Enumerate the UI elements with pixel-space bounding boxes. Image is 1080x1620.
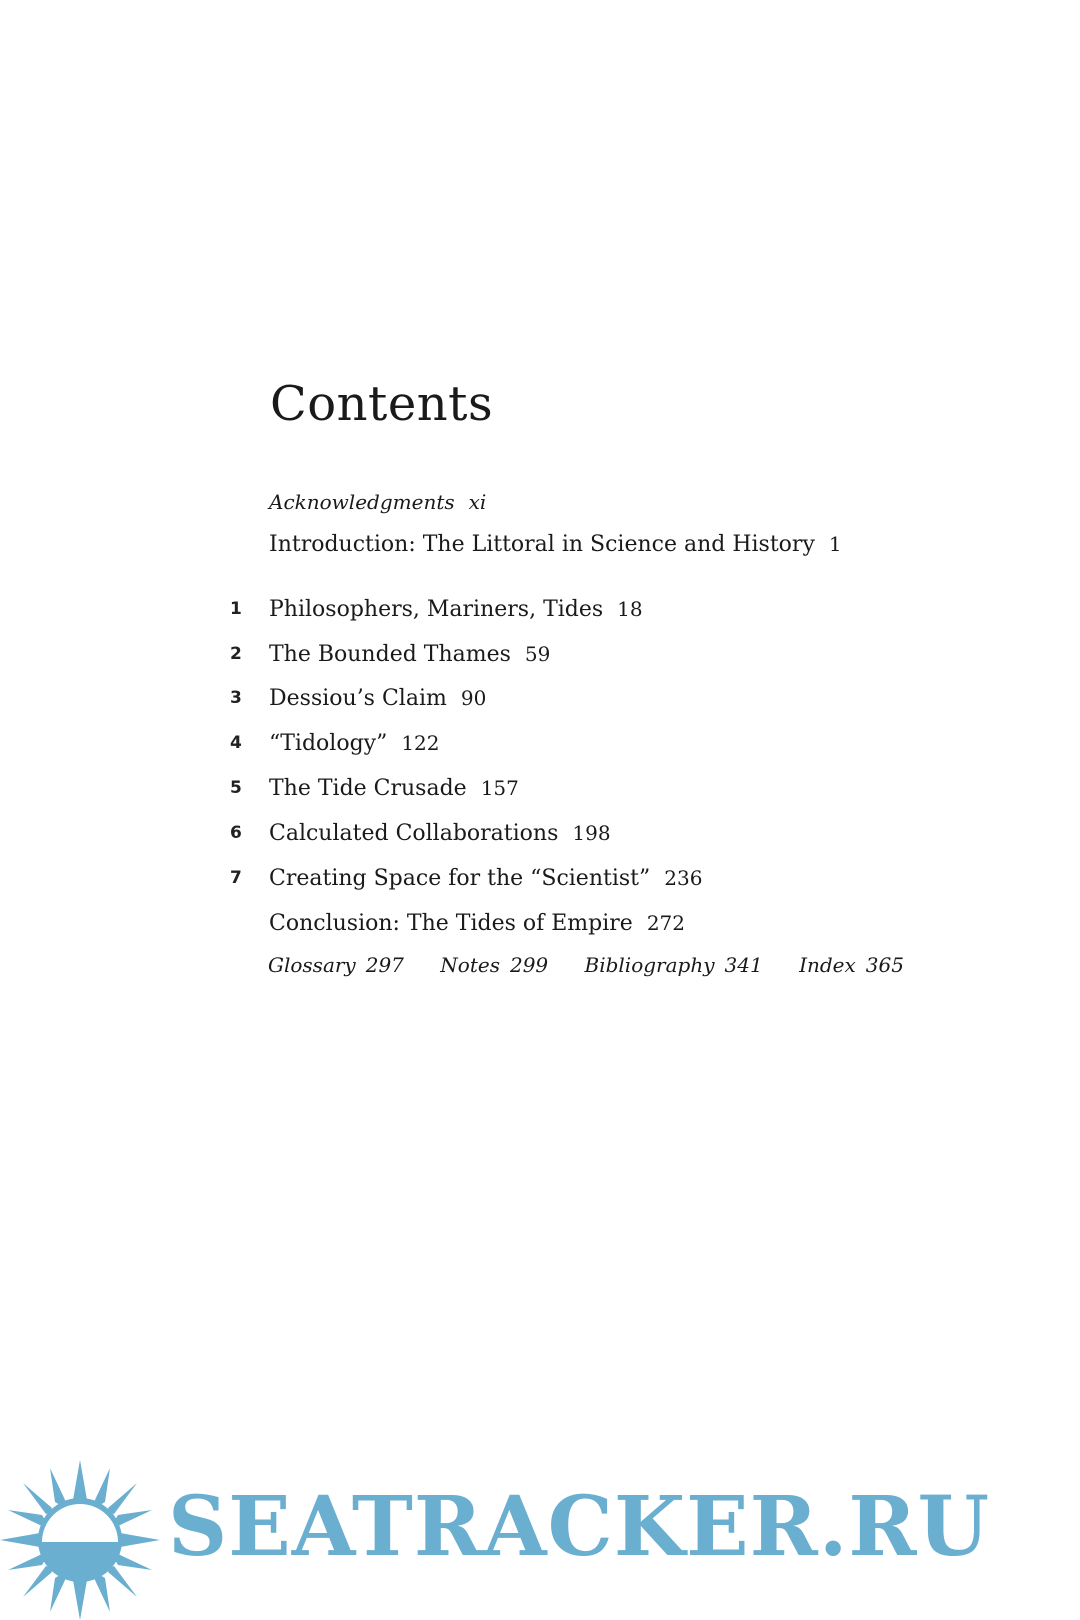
- toc-entry-chapter-2: [269, 644, 550, 666]
- toc-entry-label: The Bounded Thames: [269, 642, 511, 667]
- toc-entry-label: Creating Space for the “Scientist”: [269, 866, 651, 891]
- toc-entry-page: 122: [401, 731, 440, 755]
- toc-entry-label: Introduction: The Littoral in Science and History: [269, 532, 815, 557]
- toc-entry-label: Calculated Collaborations: [269, 821, 559, 846]
- toc-entry-label: Dessiou’s Claim: [269, 686, 447, 711]
- toc-entry-chapter-3: [269, 688, 486, 710]
- toc-entry-label: Acknowledgments: [269, 490, 455, 514]
- toc-entry-page: 236: [664, 866, 703, 890]
- toc-entry-page: 198: [572, 821, 611, 845]
- toc-entry-chapter-7: [269, 868, 702, 890]
- toc-entry-page: 90: [460, 686, 487, 710]
- chapter-number: 5: [230, 778, 242, 798]
- watermark-text: SEATRACKER.RU: [168, 1479, 991, 1575]
- toc-entry-page: 157: [480, 776, 519, 800]
- toc-entry-introduction: [269, 534, 842, 556]
- toc-entry-label: The Tide Crusade: [269, 776, 467, 801]
- toc-entry-notes: [440, 953, 548, 977]
- toc-entry-index: [799, 953, 904, 977]
- toc-entry-bibliography: [585, 953, 763, 977]
- toc-entry-label: Notes: [440, 953, 500, 977]
- sun-icon: [0, 1460, 160, 1620]
- toc-entry-label: Index: [799, 953, 856, 977]
- chapter-number: 1: [230, 599, 242, 619]
- toc-entry-page: 297: [365, 953, 404, 977]
- chapter-number: 6: [230, 823, 242, 843]
- toc-entry-page: 341: [724, 953, 763, 977]
- toc-entry-page: 59: [524, 642, 551, 666]
- toc-entry-label: Philosophers, Mariners, Tides: [269, 597, 604, 622]
- toc-backmatter: [268, 955, 934, 975]
- toc-entry-page: 272: [646, 911, 686, 935]
- toc-entry-acknowledgments: [269, 492, 486, 512]
- toc-entry-page: 18: [617, 597, 643, 621]
- toc-entry-conclusion: [269, 913, 685, 935]
- chapter-number: 2: [230, 644, 242, 664]
- toc-entry-glossary: [268, 953, 404, 977]
- toc-entry-chapter-4: [269, 733, 440, 755]
- toc-entry-label: Glossary: [268, 953, 356, 977]
- toc-entry-page: xi: [468, 490, 487, 514]
- toc-entry-label: “Tidology”: [269, 731, 388, 756]
- toc-entry-chapter-1: [269, 599, 643, 621]
- chapter-number: 7: [230, 868, 242, 888]
- toc-entry-label: Bibliography: [584, 953, 715, 977]
- page-title: Contents: [270, 376, 494, 432]
- toc-entry-page: 299: [509, 953, 549, 977]
- toc-entry-chapter-6: [269, 823, 611, 845]
- chapter-number: 3: [230, 688, 242, 708]
- toc-entry-chapter-5: [269, 778, 519, 800]
- toc-entry-label: Conclusion: The Tides of Empire: [269, 911, 633, 936]
- toc-entry-page: 365: [865, 953, 904, 977]
- toc-entry-page: 1: [828, 532, 842, 556]
- chapter-number: 4: [230, 733, 242, 753]
